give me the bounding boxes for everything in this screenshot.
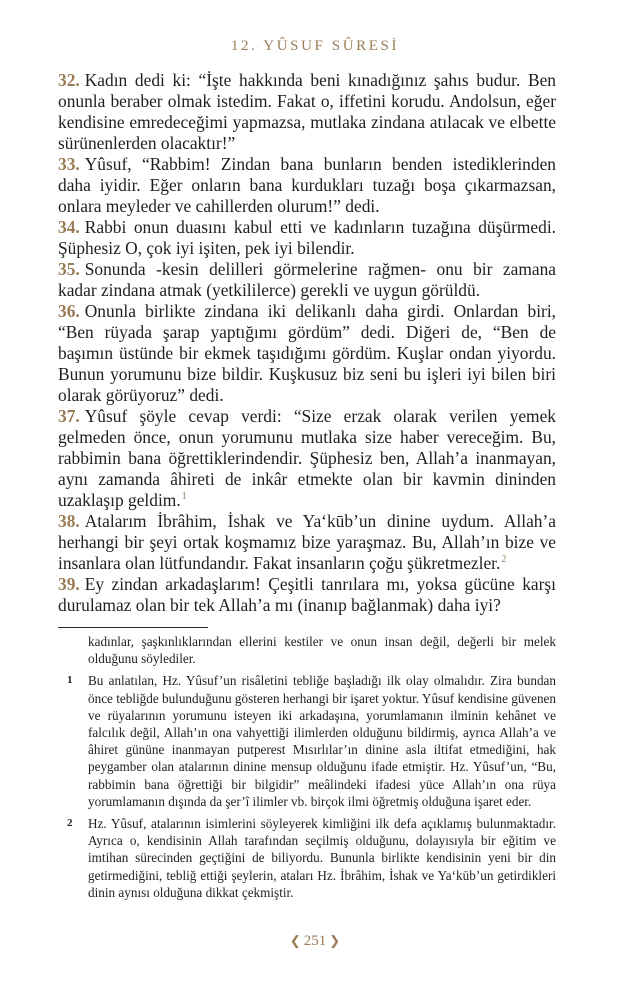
footnotes-block — [58, 633, 556, 906]
verse-37 — [58, 406, 556, 511]
footnote-number: 2 — [67, 817, 73, 830]
footnote-2 — [58, 815, 556, 901]
verse-38 — [58, 511, 556, 574]
page-number: 251 — [303, 933, 327, 949]
footnote-text: Hz. Yûsuf, atalarının isimlerini söyleyerek kimliğini ilk defa açıklamış bulunmaktadır. Ayrıca o, kendisinin Allah tarafından seçilmiş olduğunu, dolayısıyla bir eğitim ve imtihan sürecinden geçtiğini de biliyordu. Bununla birlikte kendisinin yeni bir din getirmediğini, tebliğ ettiği şeylerin, ataları Hz. İbrâhim, İshak ve Ya‘kūb’un getirdikleri dinin aynısı olduğuna dikkat çekmiştir. — [88, 816, 556, 900]
running-header: 12. YÛSUF SÛRESİ — [230, 38, 400, 54]
verse-number: 36. — [58, 301, 80, 321]
verse-text: Ey zindan arkadaşlarım! Çeşitli tanrılara mı, yoksa gücüne karşı durulamaz olan bir tek Allah’a mı (inanıp bağlanmak) daha iyi? — [58, 574, 556, 615]
verse-number: 32. — [58, 70, 80, 90]
footnote-text: kadınlar, şaşkınlıklarından ellerini kestiler ve onun insan değil, değerli bir melek olduğunu söylediler. — [88, 634, 556, 667]
verse-35 — [58, 259, 556, 301]
footnote-reference[interactable]: 2 — [501, 554, 507, 566]
verse-text: Atalarım İbrâhim, İshak ve Ya‘kūb’un dinine uydum. Allah’a herhangi bir şeyi ortak koşmamız bize yaraşmaz. Bu, Allah’ın bize ve insanlara olan lütfundandır. Fakat insanların çoğu şükretmezler. — [58, 511, 556, 573]
verse-number: 38. — [58, 511, 80, 531]
footnote-continuation — [58, 633, 556, 667]
verse-number: 34. — [58, 217, 80, 237]
verse-36 — [58, 301, 556, 406]
verse-33 — [58, 154, 556, 217]
verse-text-block — [58, 70, 556, 616]
page-number-footer — [0, 933, 630, 950]
verse-number: 37. — [58, 406, 80, 426]
verse-text: Kadın dedi ki: “İşte hakkında beni kınadığınız şahıs budur. Ben onunla beraber olmak istedim. Fakat o, iffetini korudu. Andolsun, eğer kendisine emredeceğimi yapmazsa, mutlaka zindana atılacak ve elbette sürünenlerden olacaktır!” — [58, 70, 556, 153]
footnote-separator — [58, 627, 208, 628]
verse-text: Sonunda -kesin delilleri görmelerine rağmen- onu bir zamana kadar zindana atmak (yetkililerce) gerekli ve uygun görüldü. — [58, 259, 556, 300]
verse-text: Onunla birlikte zindana iki delikanlı daha girdi. Onlardan biri, “Ben rüyada şarap yaptığımı gördüm” dedi. Diğeri de, “Ben de başımın üstünde bir ekmek taşıdığımı gördüm. Kuşlar ondan yiyordu. Bunun yorumunu bize bildir. Kuşkusuz biz seni bu işleri iyi bilen biri olarak görüyoruz” dedi. — [58, 301, 556, 405]
verse-text: Yûsuf şöyle cevap verdi: “Size erzak olarak verilen yemek gelmeden önce, onun yorumunu mutlaka size haber vereceğim. Bu, rabbimin bana öğrettiklerindendir. Şüphesiz ben, Allah’a inanmayan, aynı zamanda âhireti de inkâr etmekte olan bir kavmin dininden uzaklaşıp geldim. — [58, 406, 556, 510]
verse-number: 33. — [58, 154, 80, 174]
right-ornament-icon: ❯ — [329, 933, 341, 948]
footnote-text: Bu anlatılan, Hz. Yûsuf’un risâletini tebliğe başladığı ilk olay olmalıdır. Zira bundan önce tebliğde bulunduğunu gösteren herhangi bir işaret yoktur. Yûsuf kendisine güvenen ve rüyalarının yorumunu isteyen iki arkadaşına, yorumlamanın ilminin kehânet ve falcılık değil, Allah’ın ona vahyettiği ilimlerden olduğunu bildirmiş, ayrıca Allah’a ve âhiret gününe inanmayan putperest Mısırlılar’ın dinine asla iltifat etmediğini, hak peygamber olan atalarının dinine mensup olduğunu ifade etmiştir. Hz. Yûsuf’un, “Bu, rabbimin bana öğrettiği bir bilgidir” meâlindeki ifadesi yüce Allah’ın ona rüya yorumlamanın dışında da şer’î ilimler vb. birçok ilmi öğretmiş olduğuna işaret eder. — [88, 673, 556, 809]
verse-number: 35. — [58, 259, 80, 279]
verse-32 — [58, 70, 556, 154]
verse-text: Rabbi onun duasını kabul etti ve kadınların tuzağına düşürmedi. Şüphesiz O, çok iyi işiten, pek iyi bilendir. — [58, 217, 556, 258]
left-ornament-icon: ❮ — [289, 933, 301, 948]
footnote-1 — [58, 672, 556, 810]
verse-text: Yûsuf, “Rabbim! Zindan bana bunların benden istediklerinden daha iyidir. Eğer onların bana kurdukları tuzağı boşa çıkarmazsan, onlara meyleder ve cahillerden olurum!” dedi. — [58, 154, 556, 216]
footnote-number: 1 — [67, 674, 73, 687]
verse-number: 39. — [58, 574, 80, 594]
verse-39 — [58, 574, 556, 616]
verse-34 — [58, 217, 556, 259]
footnote-reference[interactable]: 1 — [181, 491, 187, 503]
